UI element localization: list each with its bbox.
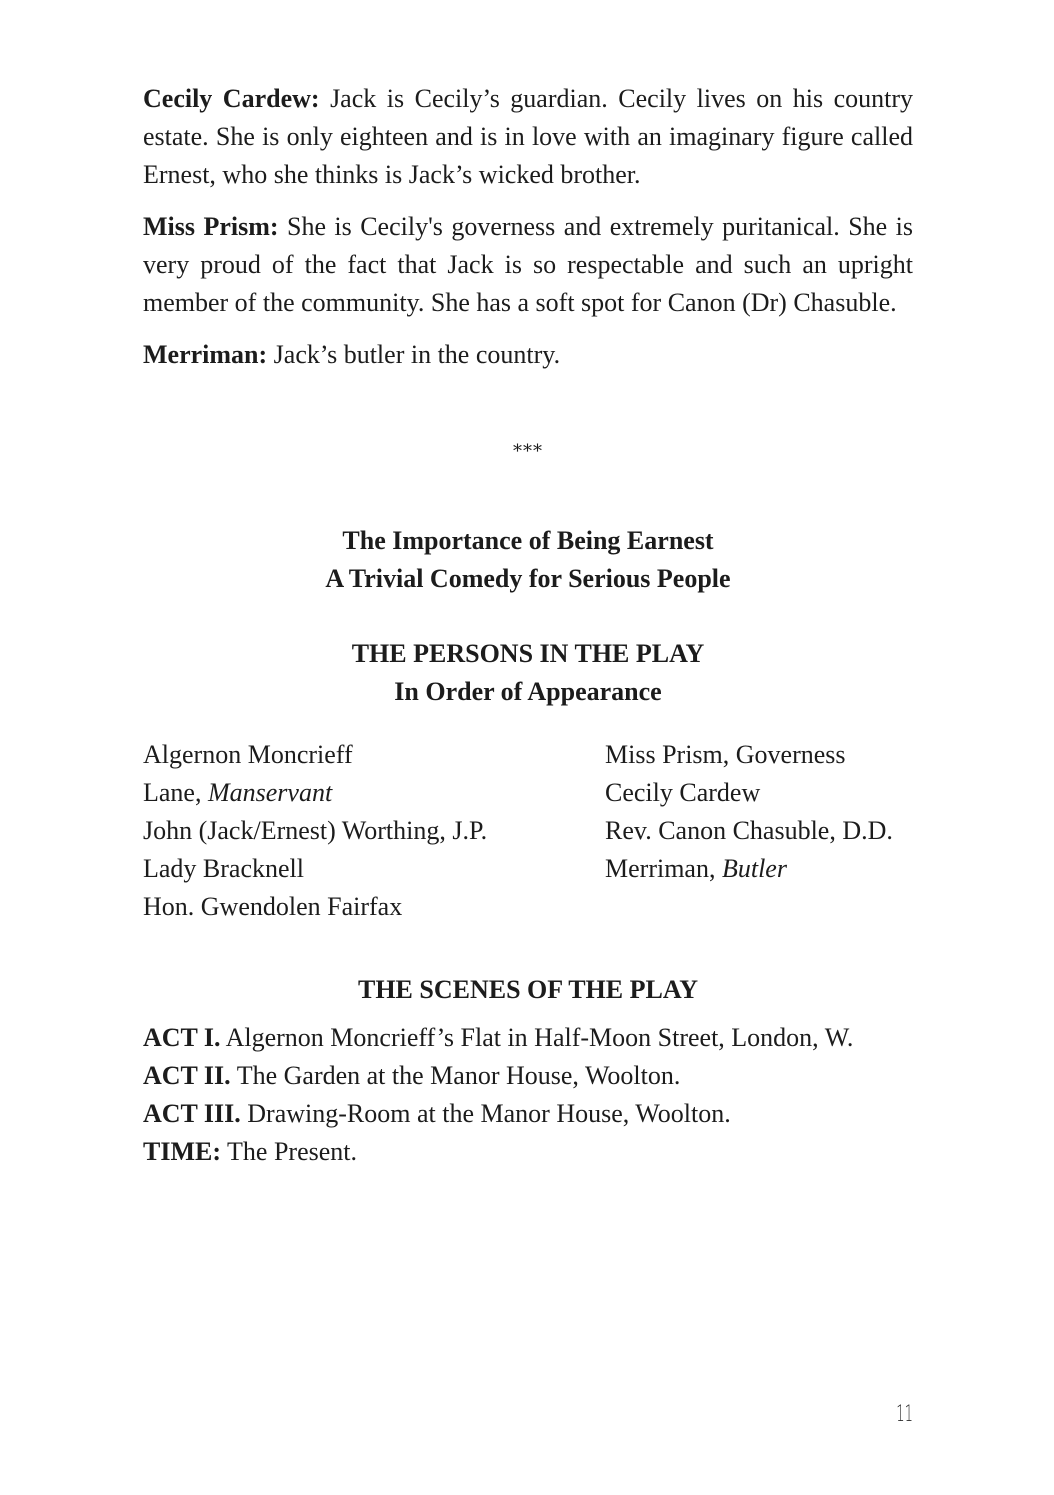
cast-list	[143, 736, 913, 926]
scene-text: The Present.	[221, 1137, 357, 1166]
scene-text: Algernon Moncrieff’s Flat in Half-Moon Street, London, W.	[220, 1023, 854, 1052]
character-description-merriman	[143, 336, 913, 374]
play-subtitle-line: A Trivial Comedy for Serious People	[325, 564, 731, 593]
scene-entry	[143, 1133, 913, 1171]
cast-column-left	[143, 736, 605, 926]
persons-heading-block	[143, 635, 913, 711]
cast-entry	[143, 774, 605, 812]
cast-name: John (Jack/Ernest) Worthing, J.P.	[143, 816, 488, 845]
character-text: Jack is Cecily’s guardian. Cecily lives on his country estate. She is only eighteen and is in love with an imaginary figure called Ernest, who she thinks is Jack’s wicked brother.	[143, 84, 914, 189]
character-name: Cecily Cardew:	[143, 84, 320, 113]
cast-entry	[143, 850, 605, 888]
cast-name: Rev. Canon Chasuble, D.D.	[605, 816, 893, 845]
character-name: Merriman:	[143, 340, 268, 369]
scene-label: ACT I.	[143, 1023, 221, 1052]
cast-name: Algernon Moncrieff	[143, 740, 353, 769]
cast-name: Miss Prism, Governess	[605, 740, 846, 769]
cast-entry	[605, 850, 913, 888]
scenes-list	[143, 1019, 913, 1171]
scene-entry	[143, 1095, 913, 1133]
scenes-heading: THE SCENES OF THE PLAY	[357, 975, 699, 1004]
cast-entry	[143, 812, 605, 850]
page-number: 11	[896, 1402, 913, 1427]
scene-text: Drawing-Room at the Manor House, Woolton.	[240, 1099, 731, 1128]
persons-subheading: In Order of Appearance	[394, 677, 662, 706]
cast-entry	[605, 774, 913, 812]
character-description-prism	[143, 208, 913, 322]
cast-name: Lady Bracknell	[143, 854, 304, 883]
scene-label: TIME:	[143, 1137, 221, 1166]
cast-column-right	[605, 736, 913, 926]
page-content	[143, 80, 913, 1171]
cast-role: Butler	[721, 854, 787, 883]
character-description-cecily	[143, 80, 913, 194]
scene-label: ACT II.	[143, 1061, 231, 1090]
character-name: Miss Prism:	[143, 212, 279, 241]
character-text: Jack’s butler in the country.	[273, 340, 561, 369]
cast-entry	[605, 736, 913, 774]
scene-text: The Garden at the Manor House, Woolton.	[230, 1061, 681, 1090]
scene-entry	[143, 1019, 913, 1057]
cast-name: Lane,	[143, 778, 208, 807]
cast-entry	[143, 888, 605, 926]
section-separator: ***	[513, 441, 543, 462]
scene-label: ACT III.	[143, 1099, 241, 1128]
cast-name: Merriman,	[605, 854, 722, 883]
cast-role: Manservant	[207, 778, 333, 807]
play-title-line: The Importance of Being Earnest	[342, 526, 714, 555]
character-text: She is Cecily's governess and extremely puritanical. She is very proud of the fact that Jack is so respectable and such an upright member of the community. She has a soft spot for Canon (Dr) Chasuble.	[143, 212, 914, 317]
cast-entry	[605, 812, 913, 850]
cast-name: Hon. Gwendolen Fairfax	[143, 892, 403, 921]
persons-heading: THE PERSONS IN THE PLAY	[351, 639, 705, 668]
scene-entry	[143, 1057, 913, 1095]
play-title	[143, 522, 913, 598]
cast-entry	[143, 736, 605, 774]
cast-name: Cecily Cardew	[605, 778, 761, 807]
